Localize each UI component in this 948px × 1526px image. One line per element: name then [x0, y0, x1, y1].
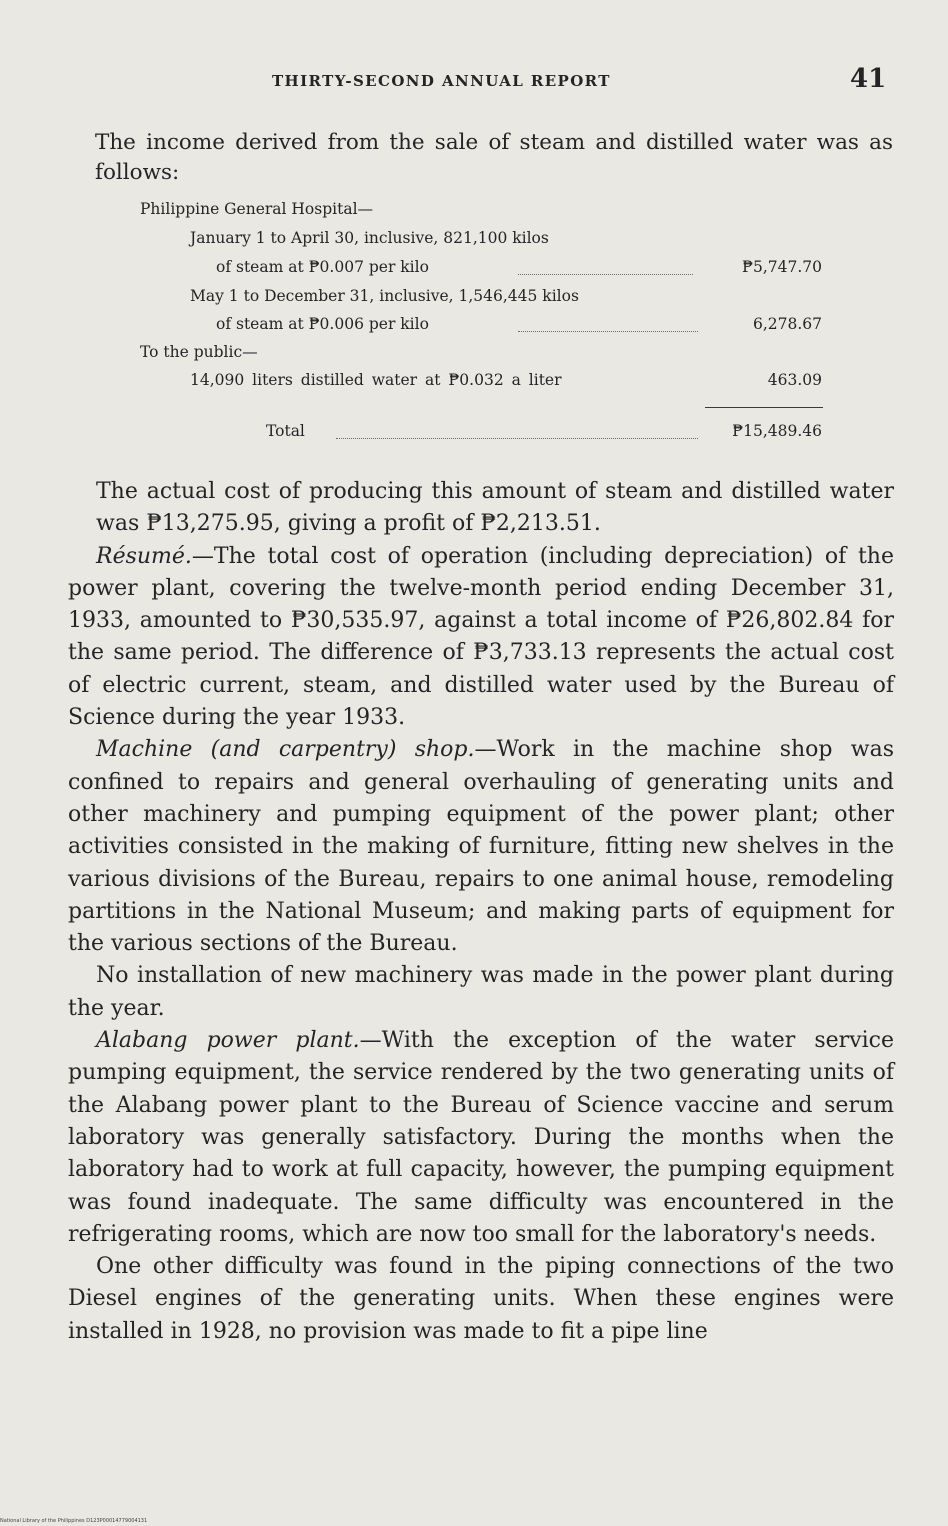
row-amount: 6,278.67 — [752, 315, 822, 333]
table-row — [140, 315, 830, 339]
dot-leader — [518, 331, 698, 332]
row-label: May 1 to December 31, inclusive, 1,546,445 kilos — [190, 287, 579, 305]
paragraph-body: —With the exception of the water service pumping equipment, the service rendered by the two generating units of the Alabang power plant to the Bureau of Science vaccine and serum laboratory was generally satisfactory. During the months when the laboratory had to work at full capacity, however, the pumping equipment was found inadequate. The same difficulty was encountered in the refrigerating rooms, which are now too small for the laboratory's needs. — [68, 1028, 894, 1247]
dot-leader — [336, 438, 698, 439]
row-label: January 1 to April 30, inclusive, 821,100 kilos — [190, 229, 549, 247]
dot-leader — [518, 274, 693, 275]
running-title: THIRTY-SECOND ANNUAL REPORT — [272, 72, 611, 90]
row-label: 14,090 liters distilled water at ₱0.032 a liter — [190, 371, 562, 389]
table-row — [140, 371, 830, 395]
table-row — [140, 200, 830, 224]
scan-footer: National Library of the Philippines D123P00014779004131 — [0, 1518, 148, 1524]
paragraph-resume — [68, 541, 894, 735]
total-label: Total — [266, 422, 305, 440]
table-row — [140, 229, 830, 253]
paragraph-no-installation: No installation of new machinery was made in the power plant during the year. — [68, 963, 894, 1021]
row-label: of steam at ₱0.006 per kilo — [216, 315, 429, 333]
row-label: Philippine General Hospital— — [140, 200, 374, 218]
body-text — [68, 476, 894, 1348]
paragraph-heading: Résumé. — [96, 543, 192, 569]
total-amount: ₱15,489.46 — [732, 422, 822, 440]
row-amount: 463.09 — [767, 371, 822, 389]
paragraph-heading: Machine (and carpentry) shop. — [96, 737, 475, 763]
paragraph-body: —Work in the machine shop was confined to repairs and general overhauling of generating units and other machinery and pumping equipment of the power plant; other activities consisted in the making of furniture, fitting new shelves in the various divisions of the Bureau, repairs to one animal house, remodeling partitions in the National Museum; and making parts of equipment for the various sections of the Bureau. — [68, 737, 894, 957]
page-header — [0, 64, 948, 100]
table-row — [140, 258, 830, 282]
row-amount: ₱5,747.70 — [742, 258, 822, 276]
paragraph-cost: The actual cost of producing this amount of steam and distilled water was ₱13,275.95, giving a profit of ₱2,213.51. — [96, 479, 894, 537]
paragraph-body: —The total cost of operation (including depreciation) of the power plant, covering the twelve-month period ending December 31, 1933, amounted to ₱30,535.97, against a total income of ₱26,802.84 for the same period. The difference of ₱3,733.13 represents the actual cost of electric current, steam, and distilled water used by the Bureau of Science during the year 1933. — [68, 543, 894, 731]
paragraph-heading: Alabang power plant. — [96, 1028, 360, 1054]
table-row — [140, 343, 830, 367]
paragraph-piping: One other difficulty was found in the piping connections of the two Diesel engines of the generating units. When these engines were installed in 1928, no provision was made to fit a pipe line — [68, 1254, 894, 1344]
table-row — [140, 287, 830, 311]
paragraph-machine-shop — [68, 734, 894, 960]
paragraph-alabang — [68, 1025, 894, 1251]
sum-rule — [705, 407, 823, 408]
row-label: of steam at ₱0.007 per kilo — [216, 258, 429, 276]
row-label: To the public— — [140, 343, 258, 361]
intro-paragraph: The income derived from the sale of steam and distilled water was as follows: — [95, 130, 893, 185]
page-number: 41 — [850, 64, 887, 94]
total-row — [140, 422, 830, 446]
